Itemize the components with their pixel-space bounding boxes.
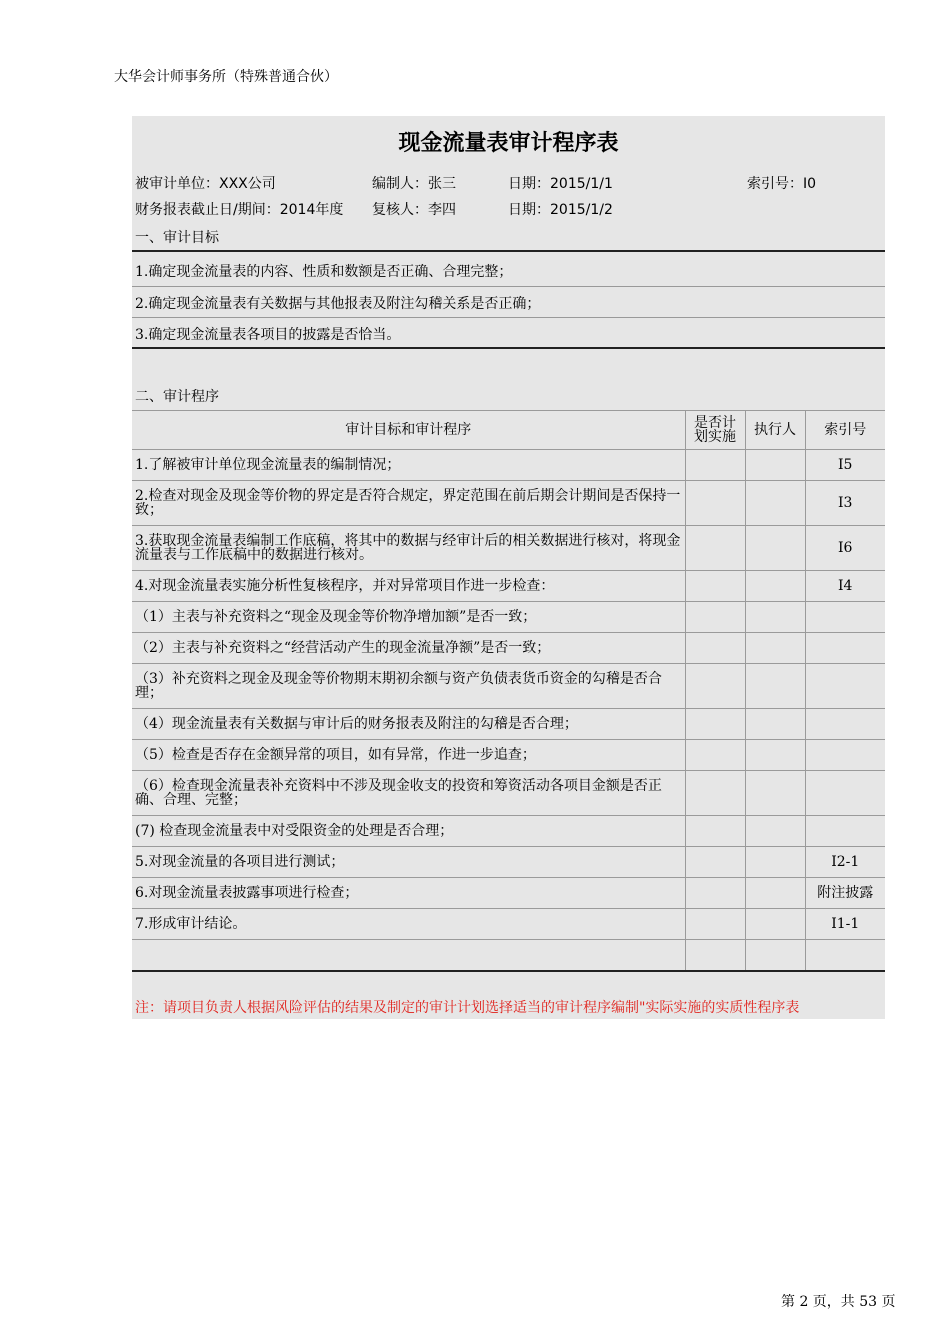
- index-cell: I4: [805, 571, 885, 602]
- implemented-cell: [685, 481, 745, 526]
- procedure-text: 5.对现金流量的各项目进行测试；: [132, 847, 685, 878]
- implemented-cell: [685, 450, 745, 481]
- executor-cell: [745, 450, 805, 481]
- index-cell: 附注披露: [805, 878, 885, 909]
- executor-cell: [745, 771, 805, 816]
- sheet-title: 现金流量表审计程序表: [398, 131, 619, 156]
- table-row: [132, 740, 885, 771]
- reviewed-date: 日期：2015/1/2: [508, 202, 613, 218]
- divider: [132, 347, 885, 349]
- table-row: [132, 571, 885, 602]
- index-cell: [805, 740, 885, 771]
- table-row: [132, 878, 885, 909]
- procedure-text: 2.检查对现金及现金等价物的界定是否符合规定，界定范围在前后期会计期间是否保持一致；: [132, 481, 685, 526]
- section-procedures-heading: 二、审计程序: [135, 389, 219, 405]
- report-period: 财务报表截止日/期间：2014年度: [135, 202, 344, 218]
- col-procedure-header: 审计目标和审计程序: [132, 411, 685, 450]
- procedure-text: （3）补充资料之现金及现金等价物期末期初余额与资产负债表货币资金的勾稽是否合理；: [132, 664, 685, 709]
- implemented-cell: [685, 709, 745, 740]
- procedure-text: （2）主表与补充资料之“经营活动产生的现金流量净额”是否一致；: [132, 633, 685, 664]
- table-row: [132, 664, 885, 709]
- prepared-date: 日期：2015/1/1: [508, 176, 613, 192]
- objective-item: 2.确定现金流量表有关数据与其他报表及附注勾稽关系是否正确；: [135, 296, 541, 312]
- index-cell: I6: [805, 526, 885, 571]
- page-number: 第 2 页，共 53 页: [781, 1294, 896, 1310]
- col-index-header: 索引号: [805, 411, 885, 450]
- audited-unit: 被审计单位：XXX公司: [135, 176, 276, 192]
- implemented-cell: [685, 526, 745, 571]
- executor-cell: [745, 816, 805, 847]
- executor-cell: [745, 709, 805, 740]
- table-header-row: [132, 411, 885, 450]
- implemented-cell: [685, 740, 745, 771]
- index-cell: [805, 940, 885, 971]
- table-row: [132, 909, 885, 940]
- procedure-text: （5）检查是否存在金额异常的项目，如有异常，作进一步追查；: [132, 740, 685, 771]
- implemented-cell: [685, 571, 745, 602]
- divider: [132, 250, 885, 252]
- index-cell: [805, 816, 885, 847]
- executor-cell: [745, 740, 805, 771]
- table-row: [132, 602, 885, 633]
- col-implemented-header: 是否计 划实施: [685, 411, 745, 450]
- implemented-cell: [685, 847, 745, 878]
- procedure-text: （6）检查现金流量表补充资料中不涉及现金收支的投资和筹资活动各项目金额是否正确、合理、完整；: [132, 771, 685, 816]
- index-cell: I3: [805, 481, 885, 526]
- table-row: [132, 847, 885, 878]
- implemented-cell: [685, 878, 745, 909]
- objective-item: 3.确定现金流量表各项目的披露是否恰当。: [135, 327, 401, 343]
- implemented-cell: [685, 664, 745, 709]
- index-cell: I5: [805, 450, 885, 481]
- index-cell: [805, 664, 885, 709]
- executor-cell: [745, 878, 805, 909]
- executor-cell: [745, 909, 805, 940]
- procedure-text: (7) 检查现金流量表中对受限资金的处理是否合理；: [132, 816, 685, 847]
- preparer: 编制人：张三: [372, 176, 456, 192]
- procedure-text: [132, 940, 685, 971]
- firm-name: 大华会计师事务所（特殊普通合伙）: [114, 69, 338, 85]
- implemented-cell: [685, 940, 745, 971]
- audit-sheet: [132, 116, 885, 1019]
- table-row: [132, 709, 885, 740]
- index-cell: [805, 633, 885, 664]
- executor-cell: [745, 940, 805, 971]
- implemented-cell: [685, 633, 745, 664]
- procedure-text: 4.对现金流量表实施分析性复核程序，并对异常项目作进一步检查：: [132, 571, 685, 602]
- index-number: 索引号：I0: [747, 176, 817, 192]
- index-cell: [805, 602, 885, 633]
- table-row: [132, 816, 885, 847]
- footnote: 注：请项目负责人根据风险评估的结果及制定的审计计划选择适当的审计程序编制"实际实施的实质性程序表: [135, 1000, 800, 1016]
- executor-cell: [745, 633, 805, 664]
- divider: [132, 317, 885, 318]
- reviewer: 复核人：李四: [372, 202, 456, 218]
- implemented-cell: [685, 909, 745, 940]
- procedure-text: 6.对现金流量表披露事项进行检查；: [132, 878, 685, 909]
- procedure-text: 3.获取现金流量表编制工作底稿，将其中的数据与经审计后的相关数据进行核对，将现金流量表与工作底稿中的数据进行核对。: [132, 526, 685, 571]
- procedure-text: 1.了解被审计单位现金流量表的编制情况；: [132, 450, 685, 481]
- procedure-text: 7.形成审计结论。: [132, 909, 685, 940]
- table-row: [132, 450, 885, 481]
- objective-item: 1.确定现金流量表的内容、性质和数额是否正确、合理完整；: [135, 264, 513, 280]
- index-cell: [805, 709, 885, 740]
- executor-cell: [745, 526, 805, 571]
- procedure-text: （4）现金流量表有关数据与审计后的财务报表及附注的勾稽是否合理；: [132, 709, 685, 740]
- executor-cell: [745, 602, 805, 633]
- table-row: [132, 633, 885, 664]
- section-objectives-heading: 一、审计目标: [135, 230, 219, 246]
- executor-cell: [745, 664, 805, 709]
- implemented-cell: [685, 602, 745, 633]
- implemented-cell: [685, 816, 745, 847]
- procedures-table: [132, 410, 885, 972]
- table-row: [132, 481, 885, 526]
- executor-cell: [745, 571, 805, 602]
- executor-cell: [745, 847, 805, 878]
- executor-cell: [745, 481, 805, 526]
- col-executor-header: 执行人: [745, 411, 805, 450]
- index-cell: [805, 771, 885, 816]
- index-cell: I1-1: [805, 909, 885, 940]
- table-row: [132, 526, 885, 571]
- divider: [132, 286, 885, 287]
- table-row: [132, 771, 885, 816]
- procedure-text: （1）主表与补充资料之“现金及现金等价物净增加额”是否一致；: [132, 602, 685, 633]
- index-cell: I2-1: [805, 847, 885, 878]
- table-row: [132, 940, 885, 971]
- implemented-cell: [685, 771, 745, 816]
